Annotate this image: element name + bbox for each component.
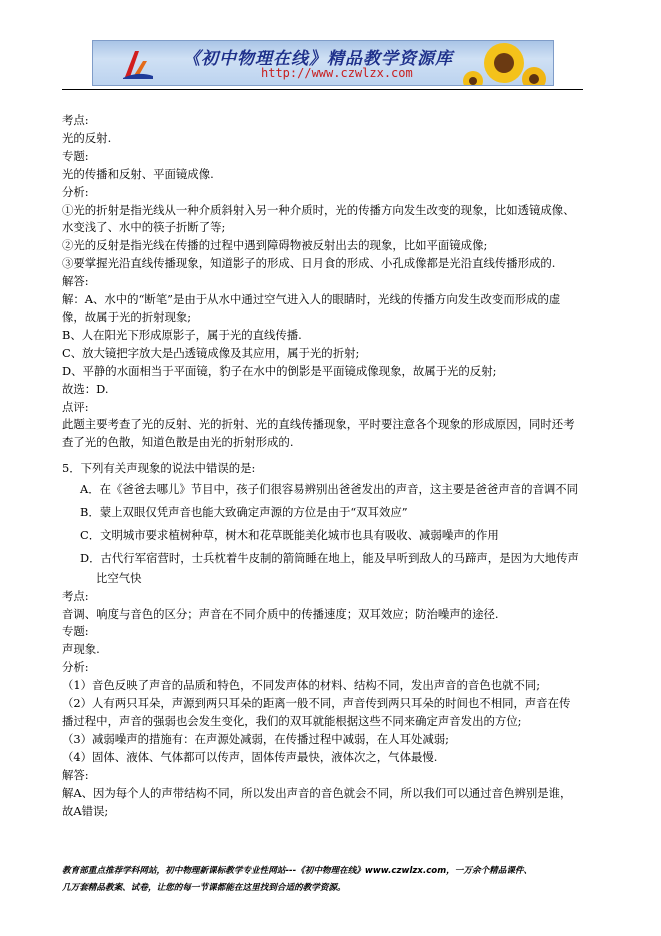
text-line: 分析:: [62, 660, 89, 675]
answer-block-q4: [62, 112, 587, 452]
text-line: （3）减弱噪声的措施有：在声源处减弱，在传播过程中减弱，在人耳处减弱;: [62, 731, 449, 746]
text-line: 考点:: [62, 588, 89, 603]
text-line: （1）音色反映了声音的品质和特色，不同发声体的材料、结构不同，发出声音的音色也就不同;: [62, 678, 541, 693]
text-line: 考点:: [62, 113, 89, 127]
banner-url[interactable]: http://www.czwlzx.com: [261, 66, 413, 80]
option-b: B．蒙上双眼仅凭声音也能大致确定声源的方位是由于“双耳效应”: [80, 505, 408, 520]
text-line: 播过程中，声音的强弱也会发生变化，我们的双耳就能根据这些不同来确定声音发出的方位;: [62, 714, 522, 728]
text-line: 故A错误;: [62, 803, 109, 818]
sunflower-icon: [459, 41, 549, 86]
site-logo-icon: [121, 47, 155, 81]
text-line: 此题主要考查了光的反射、光的折射、光的直线传播现象，平时要注意各个现象的形成原因，同时还考: [62, 417, 575, 432]
footer-line: 教育部重点推荐学科网站，初中物理新课标教学专业性网站---《初中物理在线》www.czwlzx.com，一万余个精品课件、: [62, 866, 533, 876]
text-line: 解：A、水中的“断笔”是由于从水中通过空气进入人的眼睛时，光线的传播方向发生改变而形成的虚: [62, 292, 561, 307]
header-banner: [92, 40, 554, 86]
text-line: B、人在阳光下形成原影子，属于光的直线传播.: [62, 327, 302, 342]
text-line: ③要掌握光沿直线传播现象，知道影子的形成、日月食的形成、小孔成像都是光沿直线传播形成的.: [62, 256, 556, 271]
question-5: [62, 460, 587, 587]
text-line: D、平静的水面相当于平面镜，豹子在水中的倒影是平面镜成像现象，故属于光的反射;: [62, 363, 497, 378]
question-stem: 5．下列有关声现象的说法中错误的是:: [62, 461, 256, 476]
text-line: 光的反射.: [62, 130, 112, 145]
text-line: C、放大镜把字放大是凸透镜成像及其应用，属于光的折射;: [62, 345, 360, 360]
text-line: 声现象.: [62, 642, 100, 657]
text-line: 解答:: [62, 274, 89, 289]
option-d-continuation: 比空气快: [96, 570, 142, 585]
text-line: 专题:: [62, 624, 89, 639]
option-c: C．文明城市要求植树种草，树木和花草既能美化城市也具有吸收、减弱噪声的作用: [80, 527, 499, 542]
footer-line: 几万套精品教案、试卷，让您的每一节课都能在这里找到合适的教学资源。: [62, 883, 346, 893]
text-line: （2）人有两只耳朵，声源到两只耳朵的距离一般不同，声音传到两只耳朵的时间也不相同，声音在传: [62, 696, 571, 711]
text-line: ①光的折射是指光线从一种介质斜射入另一种介质时，光的传播方向发生改变的现象，比如透镜成像、: [62, 202, 575, 217]
text-line: 水变浅了、水中的筷子折断了等;: [62, 220, 226, 235]
text-line: ②光的反射是指光线在传播的过程中遇到障碍物被反射出去的现象，比如平面镜成像;: [62, 238, 488, 253]
option-d: D．古代行军宿营时，士兵枕着牛皮制的箭筒睡在地上，能及早听到敌人的马蹄声，是因为大地传声: [80, 550, 579, 565]
page-footer: [62, 863, 592, 897]
text-line: 查了光的色散，知道色散是由光的折射形成的.: [62, 435, 294, 450]
text-line: 点评:: [62, 399, 89, 414]
text-line: 音调、响度与音色的区分；声音在不同介质中的传播速度；双耳效应；防治噪声的途径.: [62, 606, 499, 621]
option-a: A．在《爸爸去哪儿》节目中，孩子们很容易辨别出爸爸发出的声音，这主要是爸爸声音的音调不同: [80, 482, 579, 497]
text-line: 解A、因为每个人的声带结构不同，所以发出声音的音色就会不同，所以我们可以通过音色辨别是谁，: [62, 785, 572, 800]
header-divider: [62, 89, 583, 90]
text-line: 光的传播和反射、平面镜成像.: [62, 166, 214, 181]
banner-title: 《初中物理在线》精品教学资源库: [183, 49, 453, 69]
text-line: （4）固体、液体、气体都可以传声，固体传声最快，液体次之，气体最慢.: [62, 749, 438, 764]
text-line: 专题:: [62, 148, 89, 163]
text-line: 故选：D.: [62, 381, 109, 396]
text-line: 分析:: [62, 184, 89, 199]
text-line: 解答:: [62, 767, 89, 782]
answer-block-q5: [62, 588, 587, 821]
document-body: [62, 112, 587, 820]
text-line: 像，故属于光的折射现象;: [62, 309, 192, 324]
